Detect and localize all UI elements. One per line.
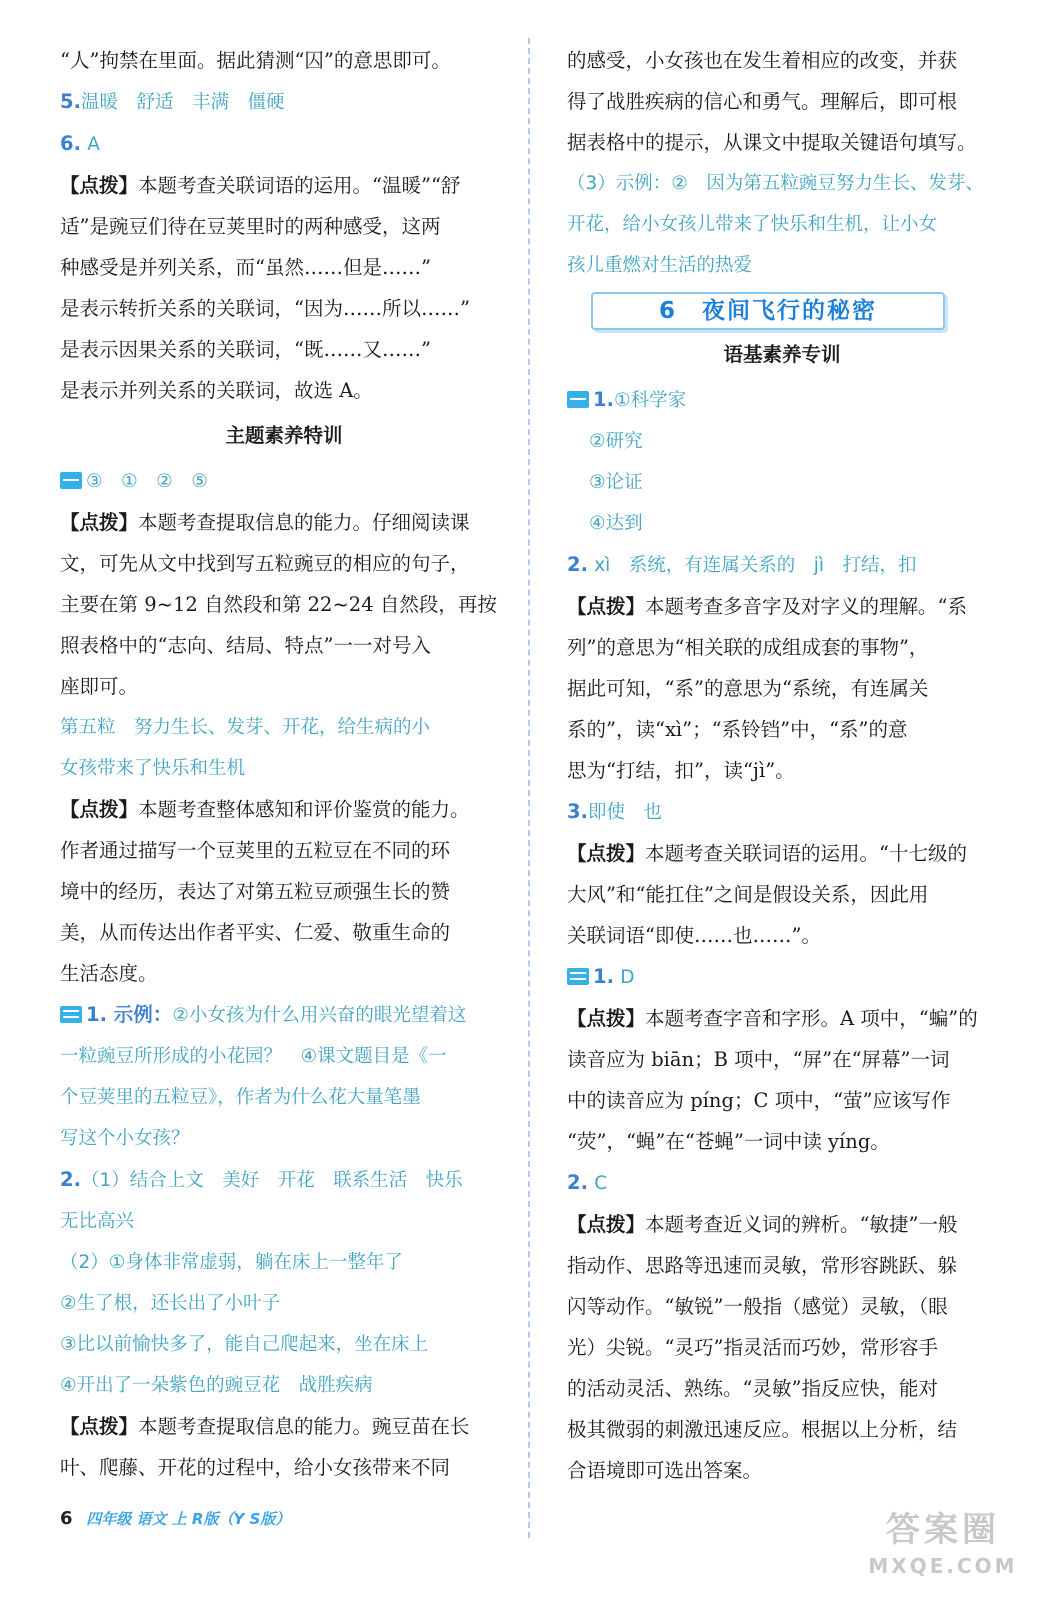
answer-text: 孩儿重燃对生活的热爱 bbox=[567, 255, 753, 276]
text-line: 本题考查关联词语的运用。“十七级的 bbox=[645, 842, 967, 865]
section-two-icon bbox=[567, 968, 589, 985]
text-line: 是表示转折关系的关联词，“因为……所以……” bbox=[60, 297, 470, 320]
text-line: 境中的经历，表达了对第五粒豆顽强生长的赞 bbox=[60, 880, 451, 903]
item-number: 2. bbox=[567, 1171, 588, 1194]
lesson-title: 6 夜间飞行的秘密 bbox=[591, 292, 945, 330]
watermark-text: 答案圈 bbox=[886, 1510, 1000, 1550]
tip-label: 【点拨】 bbox=[60, 1415, 139, 1438]
section-one-icon bbox=[567, 391, 589, 408]
text-line: 大风”和“能扛住”之间是假设关系，因此用 bbox=[567, 883, 929, 906]
section-heading: 语基素养专训 bbox=[723, 343, 841, 366]
text-line: 是表示因果关系的关联词，“既……又……” bbox=[60, 338, 431, 361]
text-line: 得了战胜疾病的信心和勇气。理解后，即可根 bbox=[567, 90, 958, 113]
text-line: 文，可先从文中找到写五粒豌豆的相应的句子， bbox=[60, 552, 470, 575]
text-line: 列”的意思为“相关联的成组成套的事物”， bbox=[567, 636, 929, 659]
answer-text: 个豆荚里的五粒豆》，作者为什么花大量笔墨 bbox=[60, 1087, 421, 1108]
tip-label: 【点拨】 bbox=[567, 595, 646, 618]
item-number: 6. bbox=[60, 132, 81, 155]
page-footer bbox=[60, 1508, 290, 1529]
text-line: 据表格中的提示，从课文中提取关键语句填写。 bbox=[567, 131, 977, 154]
answer-text: C bbox=[594, 1173, 608, 1194]
answer-text: A bbox=[87, 134, 100, 155]
text-line: 极其微弱的刺激迅速反应。根据以上分析，结 bbox=[567, 1418, 958, 1441]
text-line: 叶、爬藤、开花的过程中，给小女孩带来不同 bbox=[60, 1456, 451, 1479]
answer-text: 写这个小女孩？ bbox=[60, 1128, 190, 1149]
text-line: 据此可知，“系”的意思为“系统，有连属关 bbox=[567, 677, 929, 700]
answer-text: （2）①身体非常虚弱，躺在床上一整年了 bbox=[60, 1252, 403, 1273]
text-line: 关联词语“即使……也……”。 bbox=[567, 924, 821, 947]
item-number: 1. bbox=[593, 388, 614, 411]
answer-text: ②小女孩为什么用兴奋的眼光望着这 bbox=[172, 1005, 467, 1026]
answer-text: ②研究 bbox=[589, 431, 643, 452]
text-line: 本题考查提取信息的能力。仔细阅读课 bbox=[138, 511, 470, 534]
tip-label: 【点拨】 bbox=[567, 1007, 646, 1030]
answer-text: 即使 也 bbox=[587, 802, 662, 823]
answer-text: ③比以前愉快多了，能自己爬起来，坐在床上 bbox=[60, 1334, 429, 1355]
text-line: 本题考查近义词的辨析。“敏捷”一般 bbox=[645, 1213, 958, 1236]
answer-text: 一粒豌豆所形成的小花园？ ④课文题目是《一 bbox=[60, 1046, 447, 1067]
text-line: 本题考查关联词语的运用。“温暖”“舒 bbox=[138, 174, 461, 197]
answer-text: 无比高兴 bbox=[60, 1211, 135, 1232]
watermark-url: MXQE.COM bbox=[868, 1554, 1018, 1578]
text-line: 座即可。 bbox=[60, 675, 139, 698]
text-line: “人”拘禁在里面。据此猜测“囚”的意思即可。 bbox=[60, 49, 451, 72]
left-column bbox=[60, 40, 508, 1488]
text-line: 是表示并列关系的关联词，故选 A。 bbox=[60, 379, 373, 402]
text-line: 种感受是并列关系，而“虽然……但是……” bbox=[60, 256, 431, 279]
text-line: 生活态度。 bbox=[60, 962, 158, 985]
answer-text: ④开出了一朵紫色的豌豆花 战胜疾病 bbox=[60, 1375, 373, 1396]
answer-text: ③ ① ② ⑤ bbox=[86, 471, 208, 492]
section-one-icon bbox=[60, 472, 82, 489]
text-line: 指动作、思路等迅速而灵敏，常形容跳跃、躲 bbox=[567, 1254, 958, 1277]
tip-label: 【点拨】 bbox=[567, 1213, 646, 1236]
item-number: 2. bbox=[567, 553, 588, 576]
text-line: 本题考查字音和字形。A 项中，“蝙”的 bbox=[645, 1007, 978, 1030]
text-line: 读音应为 biān；B 项中，“屏”在“屏幕”一词 bbox=[567, 1048, 950, 1071]
text-line: 美，从而传达出作者平实、仁爱、敬重生命的 bbox=[60, 921, 451, 944]
answer-text: 女孩带来了快乐和生机 bbox=[60, 758, 246, 779]
item-number: 1. 示例： bbox=[86, 1003, 173, 1026]
text-line: 系的”，读“xì”；“系铃铛”中，“系”的意 bbox=[567, 718, 908, 741]
item-number: 1. bbox=[593, 965, 614, 988]
right-column bbox=[567, 40, 997, 1491]
tip-label: 【点拨】 bbox=[567, 842, 646, 865]
text-line: 中的读音应为 píng；C 项中，“萤”应该写作 bbox=[567, 1089, 951, 1112]
watermark-logo bbox=[848, 1508, 1038, 1588]
answer-text: xì 系统，有连属关系的 jì 打结，扣 bbox=[594, 555, 917, 576]
section-two-icon bbox=[60, 1006, 82, 1023]
answer-text: ④达到 bbox=[589, 513, 643, 534]
answer-text: 第五粒 努力生长、发芽、开花，给生病的小 bbox=[60, 717, 431, 738]
text-line: 本题考查提取信息的能力。豌豆苗在长 bbox=[138, 1415, 470, 1438]
column-divider bbox=[528, 38, 530, 1538]
answer-text: （1）结合上文 美好 开花 联系生活 快乐 bbox=[80, 1170, 463, 1191]
text-line: 合语境即可选出答案。 bbox=[567, 1459, 763, 1482]
answer-text: ③论证 bbox=[589, 472, 643, 493]
answer-text: ①科学家 bbox=[613, 390, 687, 411]
tip-label: 【点拨】 bbox=[60, 511, 139, 534]
text-line: “荧”，“蝇”在“苍蝇”一词中读 yíng。 bbox=[567, 1130, 890, 1153]
text-line: 的活动灵活、熟练。“灵敏”指反应快，能对 bbox=[567, 1377, 938, 1400]
text-line: 光）尖锐。“灵巧”指灵活而巧妙，常形容手 bbox=[567, 1336, 938, 1359]
text-line: 思为“打结，扣”，读“jì”。 bbox=[567, 759, 795, 782]
series-label: 四年级 语文 上 R版（Y S版） bbox=[86, 1510, 291, 1528]
text-line: 适”是豌豆们待在豆荚里时的两种感受，这两 bbox=[60, 215, 441, 238]
tip-label: 【点拨】 bbox=[60, 798, 139, 821]
answer-text: ②生了根，还长出了小叶子 bbox=[60, 1293, 281, 1314]
text-line: 的感受，小女孩也在发生着相应的改变，并获 bbox=[567, 49, 958, 72]
text-line: 主要在第 9~12 自然段和第 22~24 自然段，再按 bbox=[60, 593, 497, 616]
tip-label: 【点拨】 bbox=[60, 174, 139, 197]
item-number: 2. bbox=[60, 1168, 81, 1191]
answer-text: 温暖 舒适 丰满 僵硬 bbox=[80, 92, 285, 113]
text-line: 照表格中的“志向、结局、特点”一一对号入 bbox=[60, 634, 431, 657]
item-number: 3. bbox=[567, 800, 588, 823]
text-line: 闪等动作。“敏锐”一般指（感觉）灵敏，（眼 bbox=[567, 1295, 948, 1318]
answer-text: 开花，给小女孩儿带来了快乐和生机，让小女 bbox=[567, 214, 938, 235]
text-line: 本题考查多音字及对字义的理解。“系 bbox=[645, 595, 967, 618]
section-heading: 主题素养特训 bbox=[225, 424, 343, 447]
item-number: 5. bbox=[60, 90, 81, 113]
text-line: 本题考查整体感知和评价鉴赏的能力。 bbox=[138, 798, 470, 821]
answer-text: D bbox=[620, 967, 635, 988]
page-number: 6 bbox=[60, 1508, 73, 1529]
answer-text: （3）示例：② 因为第五粒豌豆努力生长、发芽、 bbox=[567, 173, 984, 194]
text-line: 作者通过描写一个豆荚里的五粒豆在不同的环 bbox=[60, 839, 451, 862]
